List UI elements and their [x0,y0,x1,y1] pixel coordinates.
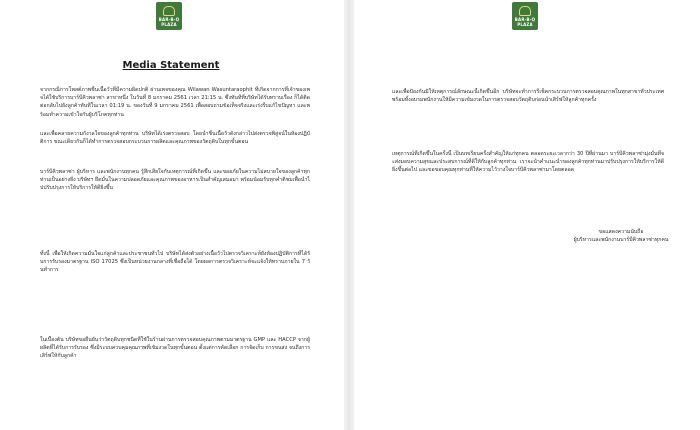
page-right [356,0,698,430]
signature-closing: ขอแสดงความนับถือ [598,229,644,235]
paragraph-5: ในเบื้องต้น บริษัทขอยืนยันว่าวัตถุดิบทุกชนิดที่ใช้ในร้านผ่านการตรวจสอบคุณภาพตามมาตรฐาน GMP และ HACCP จากผู้ผลิตที่ได้รับการรับรอง ซึ่งมีระบบควบคุมคุณภาพที่เข้มงวดในทุกขั้นตอน ตั้งแต่การคัดเลือก การจัดเก็บ การขนส่ง จนถึงการเสิร์ฟให้กับลูกค้า [40,337,310,360]
brand-logo-right [512,2,538,30]
paragraph-1: จากกรณีการโพสต์ภาพชิ้นเนื้อวัวที่มีความผิดปกติ ผ่านเพจของคุณ Wilawan Wasuntaraophit ที่เกิดจากการที่เจ้าของเพจได้ใช้บริการบาร์บีคิวพลาซ่า สาขาหนึ่ง ในวันที่ 8 มกราคม 2561 เวลา 21:15 น. ซึ่งทันทีที่บริษัทได้รับทราบเรื่อง ก็ได้ติดต่อกลับไปยังลูกค้าทันทีในเวลา 01:19 น. ของวันที่ 9 มกราคม 2561 เพื่อสอบถามข้อเท็จจริงและเร่งรีบแก้ไขปัญหา และพร้อมทำความเข้าใจกับผู้บริโภคทุกท่าน [40,87,310,118]
grill-icon [163,6,175,16]
paragraph-4: ทั้งนี้ เพื่อให้เกิดความมั่นใจแก่ลูกค้าและประชาชนทั่วไป บริษัทได้ส่งตัวอย่างเนื้อวัวไปตรวจวิเคราะห์ยังห้องปฏิบัติการที่ได้รับการรับรองมาตรฐาน ISO 17025 ซึ่งเป็นหน่วยงานกลางที่เชื่อถือได้ โดยผลการตรวจวิเคราะห์จะแจ้งให้ทราบภายใน 7 วันทำการ [40,251,310,274]
grill-icon [519,6,531,16]
logo-line-2: PLAZA [517,21,533,27]
signature-signer: ผู้บริหารและพนักงานบาร์บีคิวพลาซ่าทุกคน [573,237,669,244]
logo-line-1: BAR-B-Q [514,16,536,22]
logo-line-1: BAR-B-Q [158,16,180,22]
paragraph-6: และเพื่อป้องกันมิให้เหตุการณ์ลักษณะนี้เกิดขึ้นอีก บริษัทจะทำการรีเช็คกระบวนการตรวจสอบคุณภาพในทุกสาขาทั่วประเทศ พร้อมทั้งอบรมพนักงานให้มีความเข้มงวดในการตรวจสอบวัตถุดิบก่อนนำเสิร์ฟให้ลูกค้าทุกครั้ง [392,89,664,104]
paragraph-3: บาร์บีคิวพลาซ่า ผู้บริหาร และพนักงานทุกคน รู้สึกเสียใจกับเหตุการณ์ที่เกิดขึ้น และขออภัยในความไม่สบายใจของลูกค้าทุกท่านเป็นอย่างยิ่ง บริษัทฯ ยึดมั่นในความปลอดภัยและคุณภาพของอาหารเป็นสำคัญเสมอมา พร้อมน้อมรับทุกคำติชมเพื่อนำไปปรับปรุงการให้บริการให้ดียิ่งขึ้น [40,169,310,192]
logo-line-2: PLAZA [161,21,177,27]
signature-block [556,228,686,245]
page-left [0,0,342,430]
paragraph-7: เหตุการณ์ที่เกิดขึ้นในครั้งนี้ เป็นบทเรียนครั้งสำคัญให้แก่ทุกคน ตลอดระยะเวลากว่า 30 ปีที่ผ่านมา บาร์บีคิวพลาซ่ามุ่งมั่นที่จะส่งมอบความสุขและประสบการณ์ที่ดีให้กับลูกค้าทุกท่าน เราจะนำคำแนะนำของลูกค้าทุกท่านมาปรับปรุงการให้บริการให้ดียิ่งขึ้นต่อไป และขอขอบคุณทุกท่านที่ให้ความไว้วางใจบาร์บีคิวพลาซ่ามาโดยตลอด [392,151,664,174]
brand-logo [156,2,182,30]
document-title: Media Statement [122,60,220,71]
page-gutter [344,0,354,430]
paragraph-2: และเพื่อคลายความกังวลใจของลูกค้าทุกท่าน บริษัทได้เร่งตรวจสอบ โดยนำชิ้นเนื้อวัวดังกล่าวไปส่งตรวจพิสูจน์ในห้องปฏิบัติการ ขณะเดียวกันก็ได้ทำการตรวจสอบกระบวนการผลิตและคุณภาพของวัตถุดิบในทุกขั้นตอน [40,131,310,146]
